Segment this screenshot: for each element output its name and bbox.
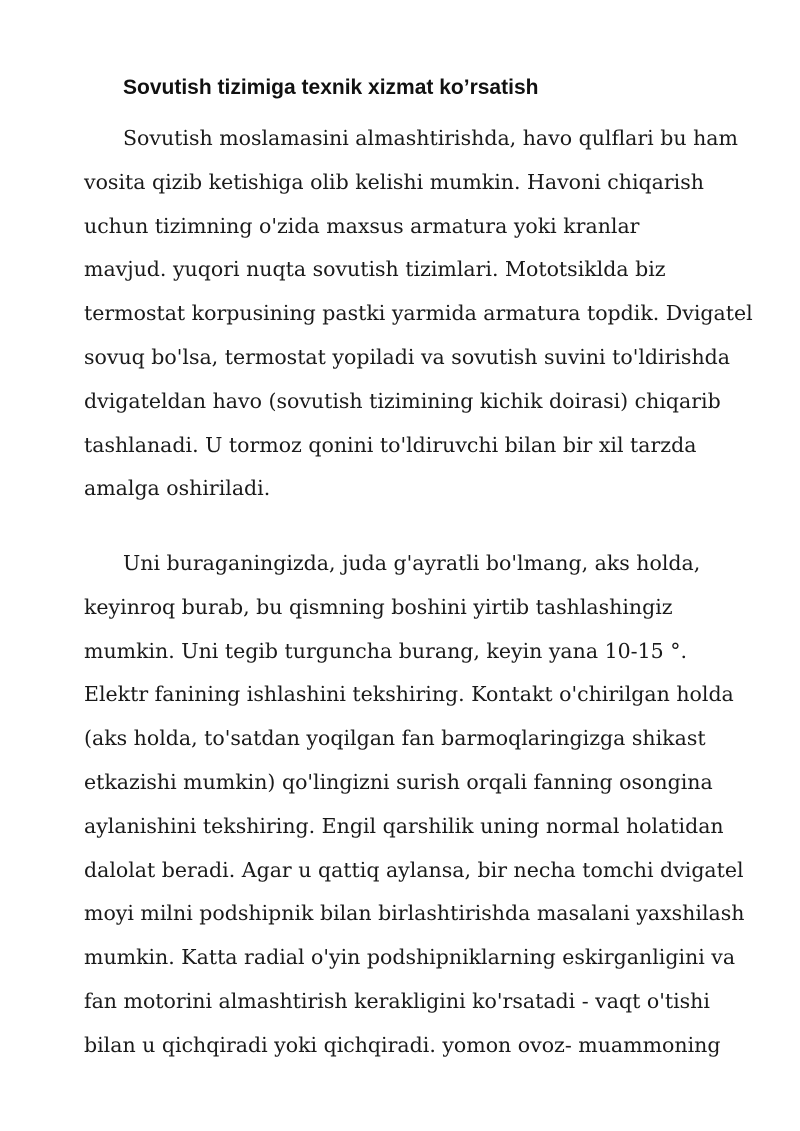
paragraph-line: vosita qizib ketishiga olib kelishi mumkin. Havoni chiqarish bbox=[84, 169, 704, 194]
section-heading: Sovutish tizimiga texnik xizmat ko’rsatish bbox=[123, 76, 539, 99]
paragraph-line: fan motorini almashtirish kerakligini ko'rsatadi - vaqt o'tishi bbox=[84, 988, 710, 1013]
paragraph-line: etkazishi mumkin) qo'lingizni surish orqali fanning osongina bbox=[84, 769, 713, 794]
paragraph-line: bilan u qichqiradi yoki qichqiradi. yomon ovoz- muammoning bbox=[84, 1032, 721, 1057]
paragraph-1 bbox=[84, 117, 764, 511]
paragraph-line: mumkin. Katta radial o'yin podshipniklarning eskirganligini va bbox=[84, 945, 736, 970]
paragraph-line: sovuq bo'lsa, termostat yopiladi va sovutish suvini to'ldirishda bbox=[84, 344, 730, 369]
paragraph-2 bbox=[84, 542, 764, 1068]
paragraph-line: moyi milni podshipnik bilan birlashtirishda masalani yaxshilash bbox=[84, 901, 745, 926]
paragraph-line: uchun tizimning o'zida maxsus armatura yoki kranlar bbox=[84, 213, 640, 238]
paragraph-line: Sovutish moslamasini almashtirishda, havo qulflari bu ham bbox=[123, 126, 738, 150]
paragraph-line: aylanishini tekshiring. Engil qarshilik uning normal holatidan bbox=[84, 813, 724, 838]
paragraph-line: dvigateldan havo (sovutish tizimining kichik doirasi) chiqarib bbox=[84, 388, 721, 413]
paragraph-line: Uni buraganingizda, juda g'ayratli bo'lmang, aks holda, bbox=[123, 551, 701, 575]
paragraph-line: keyinroq burab, bu qismning boshini yirtib tashlashingiz bbox=[84, 594, 673, 619]
paragraph-line: amalga oshiriladi. bbox=[84, 476, 271, 501]
paragraph-line: termostat korpusining pastki yarmida armatura topdik. Dvigatel bbox=[84, 301, 753, 326]
paragraph-line: Elektr fanining ishlashini tekshiring. Kontakt o'chirilgan holda bbox=[84, 682, 734, 707]
paragraph-line: (aks holda, to'satdan yoqilgan fan barmoqlaringizga shikast bbox=[84, 726, 706, 751]
paragraph-line: mavjud. yuqori nuqta sovutish tizimlari. Mototsiklda biz bbox=[84, 257, 666, 282]
paragraph-line: tashlanadi. U tormoz qonini to'ldiruvchi bilan bir xil tarzda bbox=[84, 432, 697, 457]
paragraph-line: dalolat beradi. Agar u qattiq aylansa, bir necha tomchi dvigatel bbox=[84, 857, 744, 882]
paragraph-line: mumkin. Uni tegib turguncha burang, keyin yana 10-15 °. bbox=[84, 638, 687, 663]
